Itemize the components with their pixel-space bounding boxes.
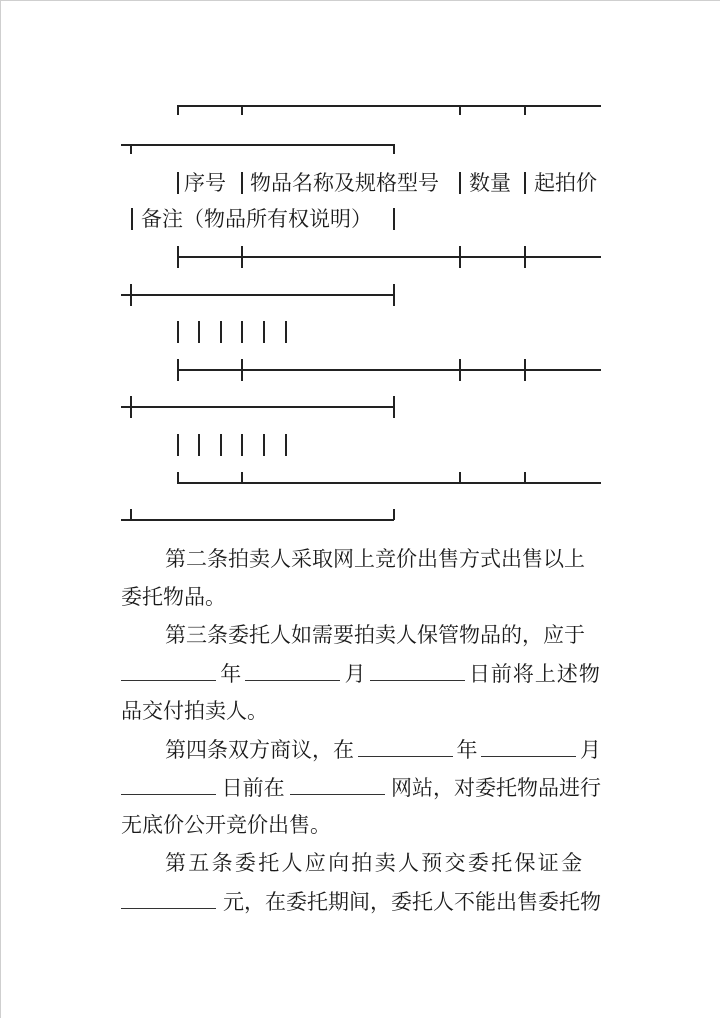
year-blank[interactable] [121,658,216,681]
article-4-line-2 [121,772,601,803]
month-blank[interactable] [481,734,576,757]
header-remarks: 备注（物品所有权说明） [141,207,372,231]
article-3-line-1 [165,620,601,650]
article-2-line-2 [121,582,601,612]
header-starting-price: 起拍价 [534,171,597,195]
article-5-line-1 [165,848,601,878]
day-blank[interactable] [370,658,465,681]
day-blank[interactable] [121,772,216,795]
text: 第五条委托人应向拍卖人预交委托保证金 [165,851,585,875]
header-quantity: 数量 [469,171,511,195]
text: 无底价公开竞价出售。 [121,813,331,837]
text: 委托物品。 [121,585,226,609]
article-5-line-2 [121,886,601,917]
article-4-line-3 [121,810,601,840]
article-3-line-3 [121,696,601,726]
text: 品交付拍卖人。 [121,699,268,723]
text: 日前将上述物 [468,662,601,686]
deposit-amount-blank[interactable] [121,886,216,909]
article-2-line-1 [165,544,601,574]
article-3-line-2 [121,658,601,689]
header-item-name: 物品名称及规格型号 [250,171,439,195]
text: 元，在委托期间，委托人不能出售委托物 [223,890,601,914]
article-4-line-1 [165,734,601,765]
website-blank[interactable] [290,772,385,795]
year-blank[interactable] [358,734,453,757]
header-serial-no: 序号 [184,171,226,195]
text: 第三条委托人如需要拍卖人保管物品的，应于 [165,623,585,647]
text: 月 [580,738,601,762]
month-blank[interactable] [245,658,340,681]
text: 日前在 [221,776,285,800]
text: 网站，对委托物品进行 [390,776,601,800]
text: 第四条双方商议，在 [165,738,354,762]
text: 月 [344,662,366,686]
text: 年 [220,662,242,686]
text: 年 [456,738,478,762]
text: 第二条拍卖人采取网上竞价出售方式出售以上 [165,547,585,571]
